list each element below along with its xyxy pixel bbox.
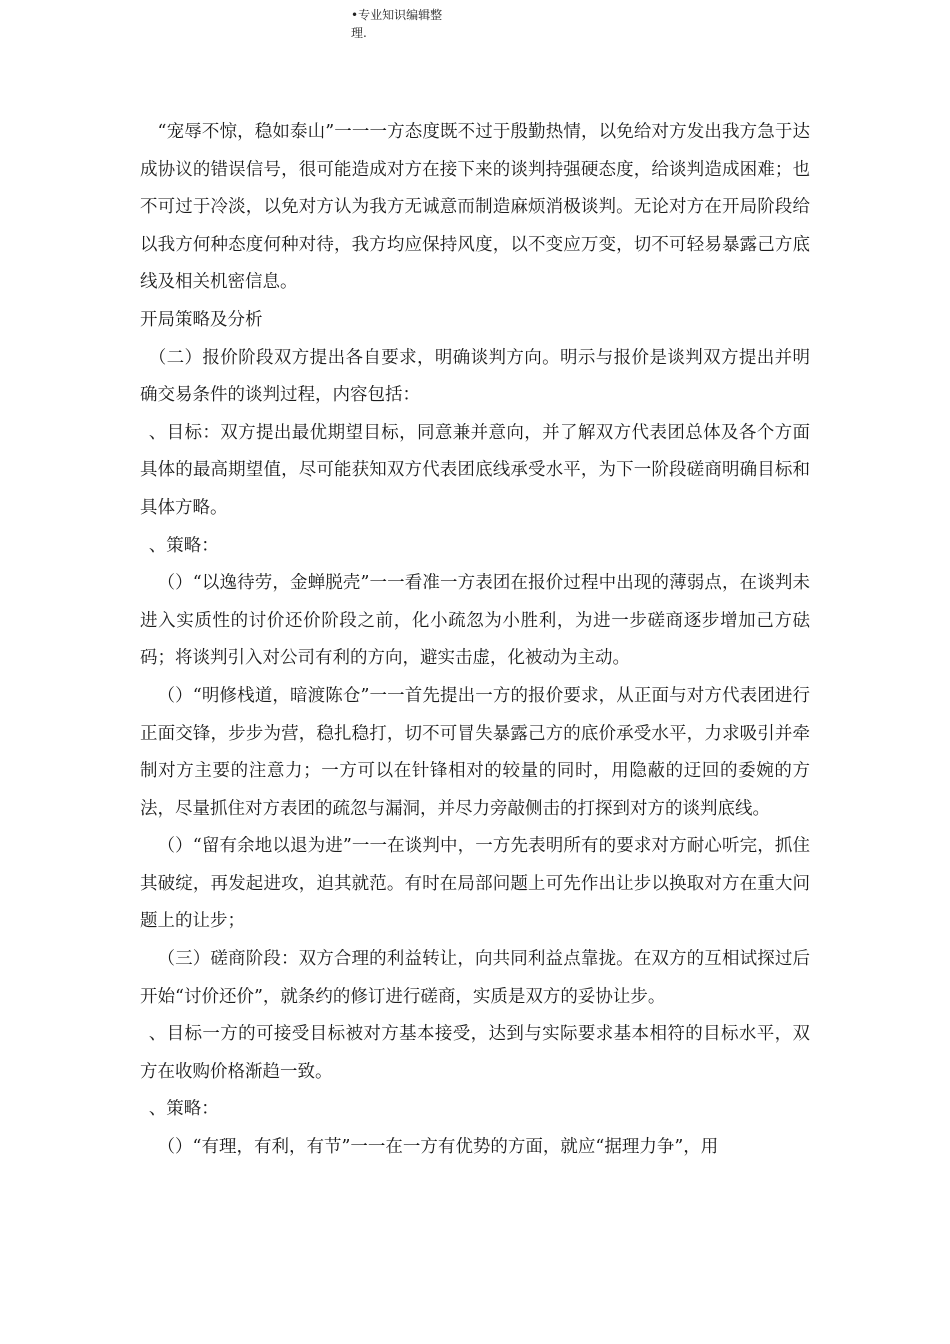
paragraph-negotiation-goal: 、目标一方的可接受目标被对方基本接受，达到与实际要求基本相符的目标水平，双方在收购价格渐趋一致。	[140, 1024, 810, 1082]
paragraph-quote-goal: 、目标：双方提出最优期望目标，同意兼并意向，并了解双方代表团总体及各个方面具体的最高期望值，尽可能获知双方代表团底线承受水平，为下一阶段磋商明确目标和具体方略。	[140, 422, 810, 518]
header-line-2: 理.	[351, 26, 367, 40]
paragraph-quote-stage: （二）报价阶段双方提出各自要求，明确谈判方向。明示与报价是谈判双方提出并明确交易条件的谈判过程，内容包括：	[140, 347, 810, 406]
section-heading-opening-strategy: 开局策略及分析	[140, 309, 263, 330]
page-header	[351, 6, 461, 42]
paragraph-negotiation-stage: （三）磋商阶段：双方合理的利益转让，向共同利益点靠拢。在双方的互相试探过后开始“讨价还价”，就条约的修订进行磋商，实质是双方的妥协让步。	[140, 949, 810, 1007]
paragraph-negotiation-strategy-1: （）“有理，有利，有节”一一在一方有优势的方面，就应“据理力争”，用	[157, 1137, 719, 1158]
document-body	[140, 114, 810, 1167]
paragraph-strategy-2: （）“明修栈道，暗渡陈仓”一一首先提出一方的报价要求，从正面与对方代表团进行正面交锋，步步为营，稳扎稳打，切不可冒失暴露己方的底价承受水平，力求吸引并牵制对方主要的注意力；一方可以在针锋相对的较量的同时，用隐蔽的迂回的委婉的方法，尽量抓住对方表团的疏忽与漏洞，并尽力旁敲侧击的打探到对方的谈判底线。	[140, 685, 810, 819]
header-line-1: •专业知识编辑整	[351, 8, 443, 22]
paragraph-negotiation-strategy-label: 、策略：	[148, 1099, 219, 1120]
paragraph-quote-strategy-label: 、策略：	[148, 535, 219, 556]
paragraph-strategy-3: （）“留有余地以退为进”一一在谈判中，一方先表明所有的要求对方耐心听完，抓住其破绽，再发起进攻，迫其就范。有时在局部问题上可先作出让步以换取对方在重大问题上的让步；	[140, 836, 810, 932]
paragraph-strategy-1: （）“以逸待劳，金蝉脱壳”一一看准一方表团在报价过程中出现的薄弱点，在谈判未进入实质性的讨价还价阶段之前，化小疏忽为小胜利，为进一步磋商逐步增加己方砝码；将谈判引入对公司有利的方向，避实击虚，化被动为主动。	[140, 573, 810, 669]
paragraph-opening-attitude: “宠辱不惊，稳如泰山”一一一方态度既不过于殷勤热情，以免给对方发出我方急于达成协议的错误信号，很可能造成对方在接下来的谈判持强硬态度，给谈判造成困难；也不可过于冷淡，以免对方认为我方无诚意而制造麻烦消极谈判。无论对方在开局阶段给以我方何种态度何种对待，我方均应保持风度，以不变应万变，切不可轻易暴露己方底线及相关机密信息。	[140, 122, 810, 293]
